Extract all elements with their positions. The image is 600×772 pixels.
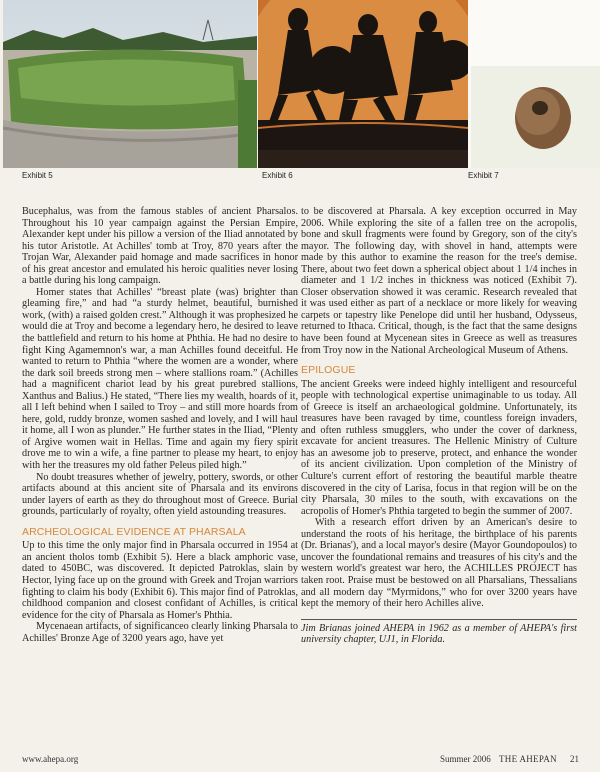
paragraph: Up to this time the only major find in Pharsala occurred in 1954 at an ancient tholos tomb (Exhibit 5). Here a black amphoric vase, dated to 450BC, was discovered. It depicted Patroklas, slain by Hector, lying face up on the ground with Greek and Trojan warriors fighting to claim his body (Exhibit 6). This major find of Patroklas, childhood companion and closest confidant of Achilles, is critical evidence for the city of Pharsala as Homer's Phthia. (22, 540, 298, 621)
footer-website: www.ahepa.org (22, 754, 79, 764)
paragraph: Bucephalus, was from the famous stables of ancient Pharsalos. Throughout his 10 year campaign against the Persian Empire, Alexander kept under his pillow a version of the Iliad annotated by his tutor Aristotle. At Achilles' tomb at Troy, 870 years after the Trojan War, Alexander paid homage and made sacrifices in honor of his great ancestor and emulated his heroic qualities never losing a battle during his long campaign. (22, 206, 298, 287)
author-bio: Jim Brianas joined AHEPA in 1962 as a member of AHEPA's first university chapter, UJ1, in Florida. (301, 622, 577, 646)
footer-issue: Summer 2006 (440, 754, 491, 764)
footer-page-number: 21 (570, 754, 579, 764)
exhibit-6-caption: Exhibit 6 (262, 171, 293, 180)
photo-strip (0, 0, 600, 168)
paragraph: With a research effort driven by an American's desire to understand the roots of his heritage, the birthplace of his parents (Dr. Brianas'), and a local mayor's desire (Mayor Goundopoulos) to uncover the foundational remains and treasures of his city's and the western world's greatest war hero, the ACHILLES PROJECT has taken root. Praise must be bestowed on all Pharsalians, Thessalians and all modern day “Myrmidons,” who for over 3200 years have kept the memory of their hero Achilles alive. (301, 517, 577, 610)
photo-blank-area (468, 0, 600, 66)
paragraph: The ancient Greeks were indeed highly intelligent and resourceful people with technological expertise unimaginable to us today. All of Greece is itself an archaeological goldmine. Unfortunately, its treasures have been ravaged by time, countless foreign invaders, and often ruthless smugglers, who under the cover of darkness, excavate for ancient treasures. The Hellenic Ministry of Culture has an awesome job to preserve, protect, and enhance the wonder of its ancient civilization. Upon completion of the Ministry of Culture's current effort of restoring the beautiful marble theatre discovered in the city of Larisa, focus in that region will be on the city Pharsala, 30 miles to the south, with excavations on the acropolis of Homer's Phthia targeted to begin the summer of 2007. (301, 378, 577, 517)
right-column (301, 206, 577, 646)
exhibit-7-photo (468, 66, 600, 168)
section-heading-archeological-evidence: ARCHEOLOGICAL EVIDENCE AT PHARSALA (22, 525, 246, 538)
left-column (22, 206, 298, 644)
paragraph: Mycenaean artifacts, of significanceo clearly linking Pharsala to Achilles' Bronze Age of 3200 years ago, have yet (22, 621, 298, 644)
exhibit-6-photo (258, 0, 468, 168)
footer-magazine: THE AHEPAN (499, 754, 557, 764)
section-heading-epilogue: EPILOGUE (301, 364, 356, 377)
bio-divider (301, 619, 577, 620)
paragraph: No doubt treasures whether of jewelry, pottery, swords, or other artifacts abound at this ancient site of Pharsala and its environs under layers of earth as they do throughout most of Greece. Burial grounds, particularly of royalty, often yield astounding treasures. (22, 471, 298, 518)
exhibit-7-caption: Exhibit 7 (468, 171, 499, 180)
exhibit-5-photo (3, 0, 257, 168)
exhibit-5-caption: Exhibit 5 (22, 171, 53, 180)
paragraph: to be discovered at Pharsala. A key exception occurred in May 2006. While exploring the site of a fallen tree on the acropolis, bone and skull fragments were found by Gregory, son of the city's mayor. The following day, with shovel in hand, attempts were made by this author to examine the reason for the tree's demise. There, about two feet down a spherical object about 1 1/4 inches in diameter and 1 1/2 inches in thickness was noticed (Exhibit 7). Closer observation showed it was ceramic. Research revealed that it was used either as part of a necklace or more likely for weaving carpets or tapestry like Penelope did until her husband, Odysseus, returned to Ithaca. Critical, though, is the fact that the same designs have been found at Mycenean sites in Greece as well as treasures from Troy now in the National Archeological Museum of Athens. (301, 206, 577, 356)
paragraph: Homer states that Achilles' “breast plate (was) brighter than gleaming fire,” and had “a sturdy helmet, beautiful, burnished work, (with) a raised golden crest.” Although it was prophesized he would die at Troy and become a legendary hero, he desired to leave the battlefield and return to his home at Phthia. He had no desire to fight King Agamemnon's war, a man Achilles found deceitful. He wanted to return to Phthia “where the women are a wonder, where the dark soil breeds strong men – where stallions roam.” (Achilles had a magnificent chariot lead by his great purebred stallions, Xanthus and Balius.) He stated, “There lies my wealth, hoards of it, all I left behind when I sailed to Troy – and still more hoards from here, gold, ruddy bronze, women sashed and lovely, and I will haul it home, all I won as plunder.” He further states in the Iliad, “Plenty of Argive women wait in Hellas. Time and again my fiery spirit drove me to win a wife, a fine partner to please my heart, to enjoy with her the treasures my old father Peleus piled high.” (22, 286, 298, 472)
